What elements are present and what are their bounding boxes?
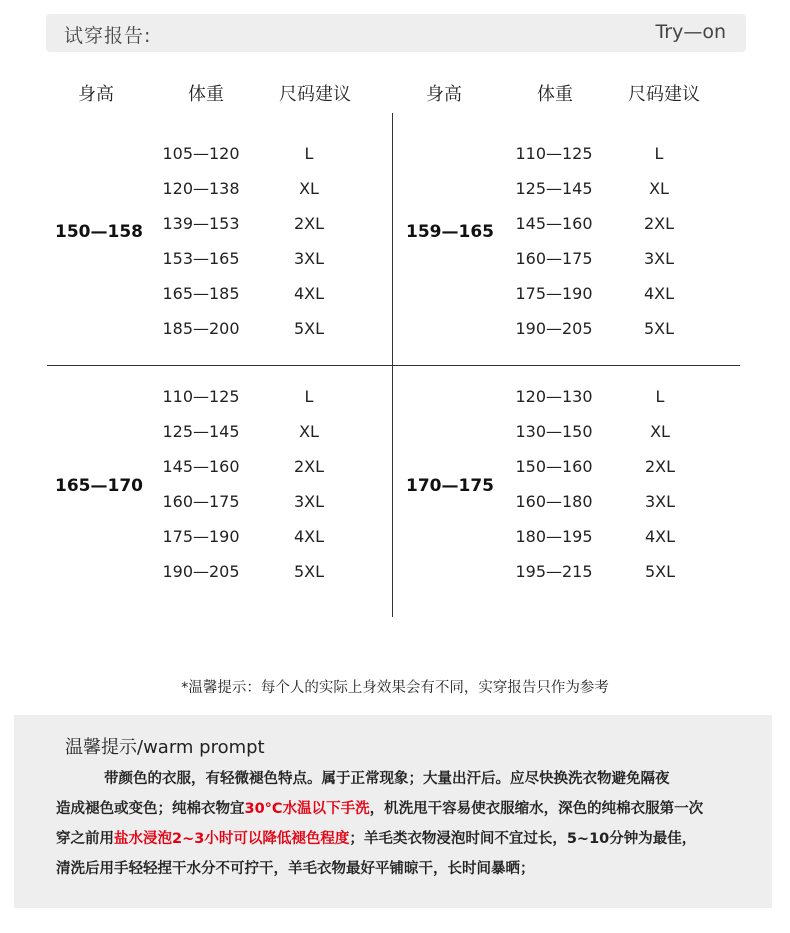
size-recommendation-cell: 3XL: [293, 249, 325, 268]
weight-range-cell: 105—120: [162, 144, 240, 163]
tip-line-2: [56, 797, 703, 818]
size-recommendation-cell: 4XL: [643, 284, 675, 303]
weight-range-cell: 125—145: [515, 179, 593, 198]
banner-title: 试穿报告:: [64, 25, 152, 47]
size-recommendation-cell: 2XL: [644, 457, 676, 476]
weight-range-cell: 145—160: [515, 214, 593, 233]
size-recommendation-cell: 5XL: [643, 319, 675, 338]
tip-line-1: 带颜色的衣服，有轻微褪色特点。属于正常现象；大量出汗后。应尽快换洗衣物避免隔夜: [104, 771, 670, 787]
size-recommendation-cell: 4XL: [644, 527, 676, 546]
divider-vertical-bottom: [392, 366, 393, 617]
tip-line-3-text: 穿之前用: [56, 831, 114, 847]
header-height-left: 身高: [78, 84, 114, 105]
size-recommendation-cell: XL: [299, 422, 319, 441]
banner-subtitle: Try—on: [655, 21, 726, 43]
height-range-label: 150—158: [55, 222, 143, 242]
weight-range-cell: 120—130: [515, 387, 593, 406]
size-recommendation-cell: 2XL: [643, 214, 675, 233]
size-recommendation-cell: L: [304, 144, 314, 163]
header-size-right: 尺码建议: [628, 84, 700, 105]
weight-range-cell: 175—190: [162, 527, 240, 546]
size-recommendation-cell: 5XL: [293, 319, 325, 338]
weight-range-cell: 120—138: [162, 179, 240, 198]
weight-range-cell: 175—190: [515, 284, 593, 303]
header-size-left: 尺码建议: [279, 84, 351, 105]
tip-line-3-highlight: 盐水浸泡2~3小时可以降低褪色程度: [114, 831, 350, 847]
height-range-label: 170—175: [406, 476, 494, 496]
size-recommendation-cell: 2XL: [293, 457, 325, 476]
size-recommendation-cell: 3XL: [643, 249, 675, 268]
weight-range-cell: 180—195: [515, 527, 593, 546]
weight-range-cell: 125—145: [162, 422, 240, 441]
divider-horizontal: [47, 365, 740, 366]
height-range-label: 165—170: [55, 476, 143, 496]
height-range-label: 159—165: [406, 222, 494, 242]
header-height-right: 身高: [426, 84, 462, 105]
weight-range-cell: 145—160: [162, 457, 240, 476]
weight-range-cell: 139—153: [162, 214, 240, 233]
weight-range-cell: 160—175: [515, 249, 593, 268]
weight-range-cell: 110—125: [515, 144, 593, 163]
size-recommendation-cell: 4XL: [293, 284, 325, 303]
weight-range-cell: 185—200: [162, 319, 240, 338]
divider-vertical-top: [392, 113, 393, 365]
size-recommendation-cell: 5XL: [293, 562, 325, 581]
tip-line-4: 清洗后用手轻轻捏干水分不可拧干，羊毛衣物最好平铺晾干，长时间暴晒；: [56, 861, 535, 877]
size-recommendation-cell: 4XL: [293, 527, 325, 546]
tip-line-3-text-end: ；羊毛类衣物浸泡时间不宜过长，5~10分钟为最佳，: [349, 831, 697, 847]
size-recommendation-cell: 3XL: [293, 492, 325, 511]
weight-range-cell: 130—150: [515, 422, 593, 441]
tip-line-2-highlight: 30°C水温以下手洗: [244, 801, 370, 817]
weight-range-cell: 195—215: [515, 562, 593, 581]
header-weight-left: 体重: [188, 84, 224, 105]
weight-range-cell: 165—185: [162, 284, 240, 303]
size-recommendation-cell: L: [304, 387, 314, 406]
size-recommendation-cell: 2XL: [293, 214, 325, 233]
size-recommendation-cell: XL: [649, 179, 669, 198]
size-recommendation-cell: XL: [299, 179, 319, 198]
weight-range-cell: 190—205: [515, 319, 593, 338]
weight-range-cell: 160—180: [515, 492, 593, 511]
size-note: *温馨提示：每个人的实际上身效果会有不同，实穿报告只作为参考: [181, 680, 609, 696]
header-weight-right: 体重: [537, 84, 573, 105]
size-recommendation-cell: 3XL: [644, 492, 676, 511]
size-recommendation-cell: L: [655, 387, 665, 406]
tip-line-2-text: 造成褪色或变色；纯棉衣物宜: [56, 801, 245, 817]
weight-range-cell: 160—175: [162, 492, 240, 511]
size-recommendation-cell: 5XL: [644, 562, 676, 581]
size-recommendation-cell: L: [654, 144, 664, 163]
weight-range-cell: 153—165: [162, 249, 240, 268]
warm-prompt-title: 温馨提示/warm prompt: [65, 737, 265, 758]
tip-line-2-text-end: ，机洗甩干容易使衣服缩水，深色的纯棉衣服第一次: [369, 801, 704, 817]
warm-prompt-panel: [14, 715, 772, 908]
size-recommendation-cell: XL: [650, 422, 670, 441]
tip-line-3: [56, 827, 696, 848]
report-banner: [46, 14, 746, 52]
weight-range-cell: 190—205: [162, 562, 240, 581]
weight-range-cell: 110—125: [162, 387, 240, 406]
weight-range-cell: 150—160: [515, 457, 593, 476]
